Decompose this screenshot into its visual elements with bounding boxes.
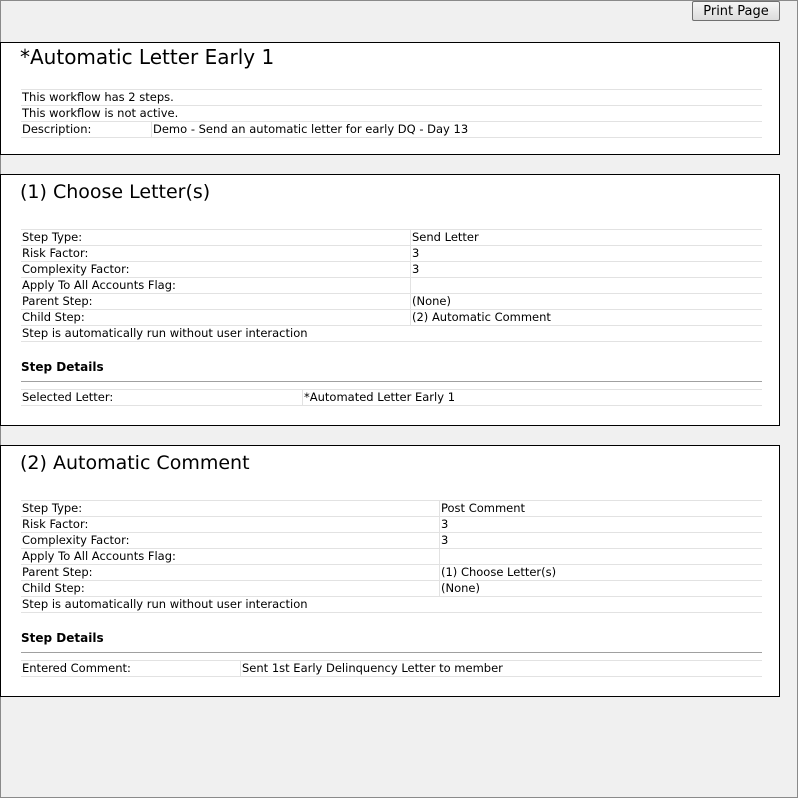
complexity-factor-label: Complexity Factor: — [22, 262, 130, 276]
entered-comment-value: Sent 1st Early Delinquency Letter to member — [240, 661, 762, 676]
step-1-properties-table — [21, 229, 762, 342]
workflow-description-row — [21, 122, 762, 138]
step-2-row-complexity-factor — [21, 533, 762, 549]
step-1-detail-row — [21, 389, 762, 406]
parent-step-value: (1) Choose Letter(s) — [439, 565, 762, 580]
step-1-row-auto-run — [21, 326, 762, 342]
risk-factor-label: Risk Factor: — [22, 246, 89, 260]
parent-step-label: Parent Step: — [22, 565, 93, 579]
step-2-row-auto-run — [21, 597, 762, 613]
child-step-value: (2) Automatic Comment — [410, 310, 762, 325]
step-1-panel — [0, 174, 780, 426]
risk-factor-label: Risk Factor: — [22, 517, 89, 531]
workflow-title: *Automatic Letter Early 1 — [20, 45, 275, 69]
child-step-label: Child Step: — [22, 581, 85, 595]
child-step-value: (None) — [439, 581, 762, 596]
step-2-details-heading: Step Details — [21, 630, 762, 653]
entered-comment-label: Entered Comment: — [22, 661, 131, 675]
step-2-detail-row — [21, 660, 762, 677]
step-2-properties-table — [21, 500, 762, 613]
parent-step-value: (None) — [410, 294, 762, 309]
workflow-info-table — [21, 89, 762, 138]
step-1-row-complexity-factor — [21, 262, 762, 278]
step-2-row-step-type — [21, 500, 762, 517]
step-1-row-risk-factor — [21, 246, 762, 262]
step-2-row-child-step — [21, 581, 762, 597]
step-2-panel — [0, 445, 780, 697]
auto-run-text: Step is automatically run without user interaction — [22, 597, 308, 611]
description-value: Demo - Send an automatic letter for early DQ - Day 13 — [151, 122, 762, 137]
workflow-summary-panel — [0, 42, 780, 155]
step-2-row-parent-step — [21, 565, 762, 581]
step-1-details-table — [21, 389, 762, 406]
step-1-row-child-step — [21, 310, 762, 326]
apply-all-accounts-label: Apply To All Accounts Flag: — [22, 549, 176, 563]
step-2-row-apply-all-flag — [21, 549, 762, 565]
step-2-row-risk-factor — [21, 517, 762, 533]
step-1-details-heading: Step Details — [21, 359, 762, 382]
complexity-factor-label: Complexity Factor: — [22, 533, 130, 547]
apply-all-accounts-label: Apply To All Accounts Flag: — [22, 278, 176, 292]
step-1-title: (1) Choose Letter(s) — [20, 181, 211, 203]
step-2-title: (2) Automatic Comment — [20, 452, 250, 474]
selected-letter-label: Selected Letter: — [22, 390, 114, 404]
step-1-row-parent-step — [21, 294, 762, 310]
workflow-active-text: This workflow is not active. — [22, 106, 179, 120]
step-type-label: Step Type: — [22, 230, 83, 244]
apply-all-accounts-value — [439, 549, 762, 564]
description-label: Description: — [22, 122, 92, 136]
step-type-value: Send Letter — [410, 230, 762, 245]
step-type-value: Post Comment — [439, 501, 762, 516]
auto-run-text: Step is automatically run without user interaction — [22, 326, 308, 340]
workflow-steps-row — [21, 89, 762, 106]
risk-factor-value: 3 — [410, 246, 762, 261]
workflow-steps-text: This workflow has 2 steps. — [22, 90, 174, 104]
step-1-row-apply-all-flag — [21, 278, 762, 294]
child-step-label: Child Step: — [22, 310, 85, 324]
selected-letter-value: *Automated Letter Early 1 — [302, 390, 762, 405]
step-type-label: Step Type: — [22, 501, 83, 515]
complexity-factor-value: 3 — [410, 262, 762, 277]
parent-step-label: Parent Step: — [22, 294, 93, 308]
step-2-details-table — [21, 660, 762, 677]
complexity-factor-value: 3 — [439, 533, 762, 548]
step-1-row-step-type — [21, 229, 762, 246]
print-page-button[interactable]: Print Page — [692, 1, 780, 21]
workflow-active-row — [21, 106, 762, 122]
apply-all-accounts-value — [410, 278, 762, 293]
risk-factor-value: 3 — [439, 517, 762, 532]
